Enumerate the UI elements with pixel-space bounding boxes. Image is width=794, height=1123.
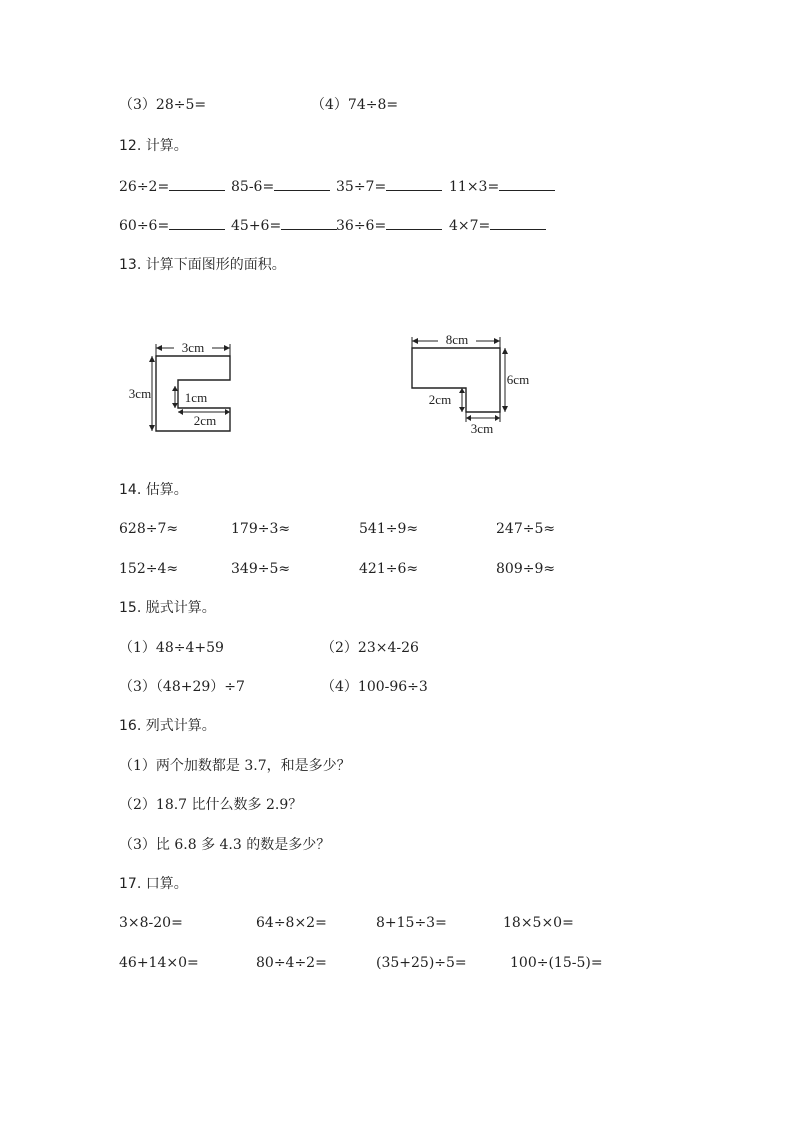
problem-item: （1）48÷4+59 (119, 640, 224, 656)
q16-title: 16. 列式计算。 (119, 718, 216, 734)
dim-label-top: 3cm (181, 340, 205, 355)
shape-outline (412, 348, 500, 412)
problem-item: (35+25)÷5= (376, 955, 467, 971)
problem-item: 26÷2= (119, 175, 225, 198)
dim-label-bottom: 3cm (470, 421, 494, 436)
dim-label-right: 6cm (506, 372, 530, 387)
q13-title: 13. 计算下面图形的面积。 (119, 257, 286, 273)
answer-blank[interactable] (490, 214, 546, 230)
q12-row-2 (0, 214, 794, 236)
figure-l-shape (408, 332, 538, 438)
problem-item: 36÷6= (336, 214, 442, 237)
q17-title: 17. 口算。 (119, 876, 188, 892)
q15-title: 15. 脱式计算。 (119, 600, 216, 616)
q14-title: 14. 估算。 (119, 482, 188, 498)
answer-blank[interactable] (499, 175, 555, 191)
problem-item: 35÷7= (336, 175, 442, 198)
problem-item: 152÷4≈ (119, 561, 179, 577)
problem-item: 80÷4÷2= (256, 955, 327, 971)
problem-item: （3）（48+29）÷7 (119, 679, 245, 695)
answer-blank[interactable] (169, 175, 225, 191)
problem-item: 4×7= (449, 214, 546, 237)
problem-item: 179÷3≈ (231, 521, 291, 537)
problem-item: （3）28÷5= (119, 97, 207, 113)
problem-item: 60÷6= (119, 214, 225, 237)
problem-item: 85-6= (231, 175, 330, 198)
problem-item: 11×3= (449, 175, 555, 198)
problem-item: 3×8-20= (119, 915, 183, 931)
problem-item: （1）两个加数都是 3.7，和是多少？ (119, 758, 351, 774)
problem-item: 64÷8×2= (256, 915, 327, 931)
q15-row-1 (0, 637, 794, 659)
problem-item: 46+14×0= (119, 955, 199, 971)
problem-item: （4）74÷8= (311, 97, 399, 113)
answer-blank[interactable] (386, 175, 442, 191)
answer-blank[interactable] (386, 214, 442, 230)
problem-item: （4）100-96÷3 (321, 679, 428, 695)
answer-blank[interactable] (281, 214, 337, 230)
q15-row-2 (0, 676, 794, 698)
figure-e-shape (118, 338, 242, 438)
problem-item: 8+15÷3= (376, 915, 447, 931)
answer-blank[interactable] (169, 214, 225, 230)
q12-row-1 (0, 175, 794, 197)
dim-label-top: 8cm (445, 332, 469, 347)
problem-item: 809÷9≈ (496, 561, 556, 577)
problem-item: 100÷(15-5)= (510, 955, 603, 971)
q17-row-1 (0, 912, 794, 934)
problem-item: （2）18.7 比什么数多 2.9？ (119, 797, 303, 813)
problem-item: 628÷7≈ (119, 521, 179, 537)
problem-item: 421÷6≈ (359, 561, 419, 577)
problem-item: 541÷9≈ (359, 521, 419, 537)
answer-blank[interactable] (274, 175, 330, 191)
dim-label-bottom: 2cm (193, 413, 217, 428)
problem-item: 349÷5≈ (231, 561, 291, 577)
dim-label-left: 3cm (128, 386, 152, 401)
problem-item: 18×5×0= (503, 915, 574, 931)
q12-title: 12. 计算。 (119, 138, 188, 154)
q11-continuation (0, 94, 794, 116)
q17-row-2 (0, 952, 794, 974)
dim-label-left: 2cm (428, 392, 452, 407)
q14-row-1 (0, 518, 794, 540)
q14-row-2 (0, 558, 794, 580)
dim-label-inner: 1cm (184, 390, 208, 405)
problem-item: （2）23×4-26 (321, 640, 419, 656)
problem-item: 247÷5≈ (496, 521, 556, 537)
problem-item: 45+6= (231, 214, 337, 237)
problem-item: （3）比 6.8 多 4.3 的数是多少？ (119, 837, 331, 853)
